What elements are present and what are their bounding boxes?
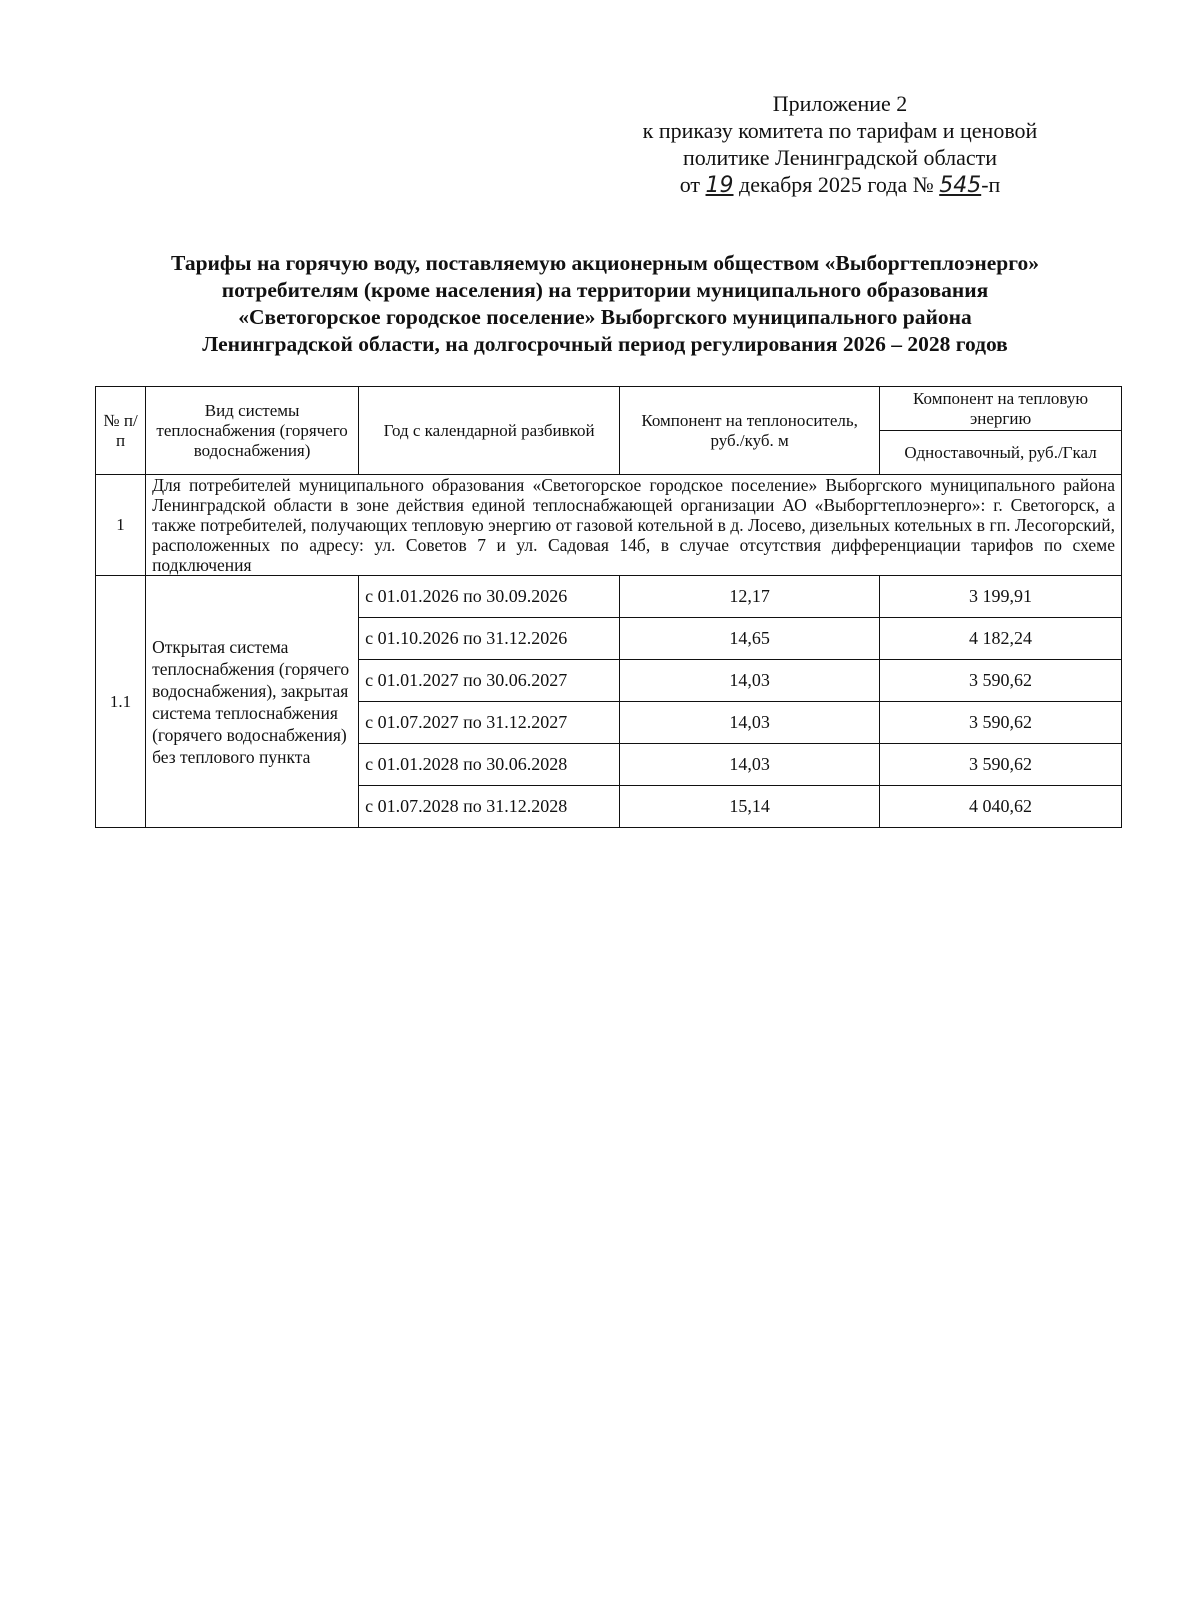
heat-value: 3 590,62 <box>880 660 1122 702</box>
annex-number: Приложение 2 <box>772 91 908 116</box>
carrier-value: 14,65 <box>620 618 880 660</box>
annex-order-number-handwritten: 545 <box>939 173 982 198</box>
carrier-value: 12,17 <box>620 576 880 618</box>
header-heat: Компонент на тепловую энергию <box>880 387 1122 431</box>
group-number: 1 <box>96 475 146 576</box>
header-system: Вид системы теплоснабжения (горячего водоснабжения) <box>146 387 359 475</box>
header-num: № п/п <box>96 387 146 475</box>
carrier-value: 15,14 <box>620 786 880 828</box>
annex-date-prefix: от <box>679 172 701 197</box>
heat-value: 3 590,62 <box>880 702 1122 744</box>
title-line-4: Ленинградской области, на долгосрочный период регулирования 2026 – 2028 годов <box>202 332 1008 356</box>
header-period: Год с календарной разбивкой <box>359 387 620 475</box>
heat-value: 4 040,62 <box>880 786 1122 828</box>
annex-authority: политике Ленинградской области <box>682 145 997 170</box>
annex-header <box>560 90 1120 199</box>
header-carrier: Компонент на теплоноситель, руб./куб. м <box>620 387 880 475</box>
title-line-1: Тарифы на горячую воду, поставляемую акционерным обществом «Выборгтеплоэнерго» <box>171 251 1039 275</box>
tariff-table <box>95 386 1122 828</box>
carrier-value: 14,03 <box>620 660 880 702</box>
table-row <box>96 576 1122 618</box>
annex-order-ref: к приказу комитета по тарифам и ценовой <box>642 118 1038 143</box>
carrier-value: 14,03 <box>620 744 880 786</box>
annex-date-mid: декабря 2025 года № <box>739 172 934 197</box>
period-cell: с 01.01.2026 по 30.09.2026 <box>359 576 620 618</box>
header-heat-single-rate: Одноставочный, руб./Гкал <box>880 431 1122 475</box>
heat-value: 3 590,62 <box>880 744 1122 786</box>
carrier-value: 14,03 <box>620 702 880 744</box>
group-row <box>96 475 1122 576</box>
subgroup-system-type: Открытая система теплоснабжения (горячего водоснабжения), закрытая система теплоснабжения (горячего водоснабжения) без теплового пункта <box>146 576 359 828</box>
period-cell: с 01.07.2027 по 31.12.2027 <box>359 702 620 744</box>
period-cell: с 01.10.2026 по 31.12.2026 <box>359 618 620 660</box>
heat-value: 3 199,91 <box>880 576 1122 618</box>
annex-order-suffix: -п <box>981 172 1001 197</box>
title-line-3: «Светогорское городское поселение» Выборгского муниципального района <box>238 305 972 329</box>
period-cell: с 01.07.2028 по 31.12.2028 <box>359 786 620 828</box>
annex-day-handwritten: 19 <box>705 173 734 198</box>
title-line-2: потребителям (кроме населения) на территории муниципального образования <box>221 278 989 302</box>
period-cell: с 01.01.2027 по 30.06.2027 <box>359 660 620 702</box>
document-title <box>95 250 1115 358</box>
period-cell: с 01.01.2028 по 30.06.2028 <box>359 744 620 786</box>
subgroup-number: 1.1 <box>96 576 146 828</box>
heat-value: 4 182,24 <box>880 618 1122 660</box>
annex-date-line <box>560 171 1120 199</box>
group-description: Для потребителей муниципального образования «Светогорское городское поселение» Выборгского муниципального района Ленинградской области в зоне действия единой теплоснабжающей организации АО «Выборгтеплоэнерго»: г. Светогорск, а также потребителей, получающих тепловую энергию от газовой котельной в д. Лосево, дизельных котельных в гп. Лесогорский, расположенных по адресу: ул. Советов 7 и ул. Садовая 14б, в случае отсутствия дифференциации тарифов по схеме подключения <box>146 475 1122 576</box>
